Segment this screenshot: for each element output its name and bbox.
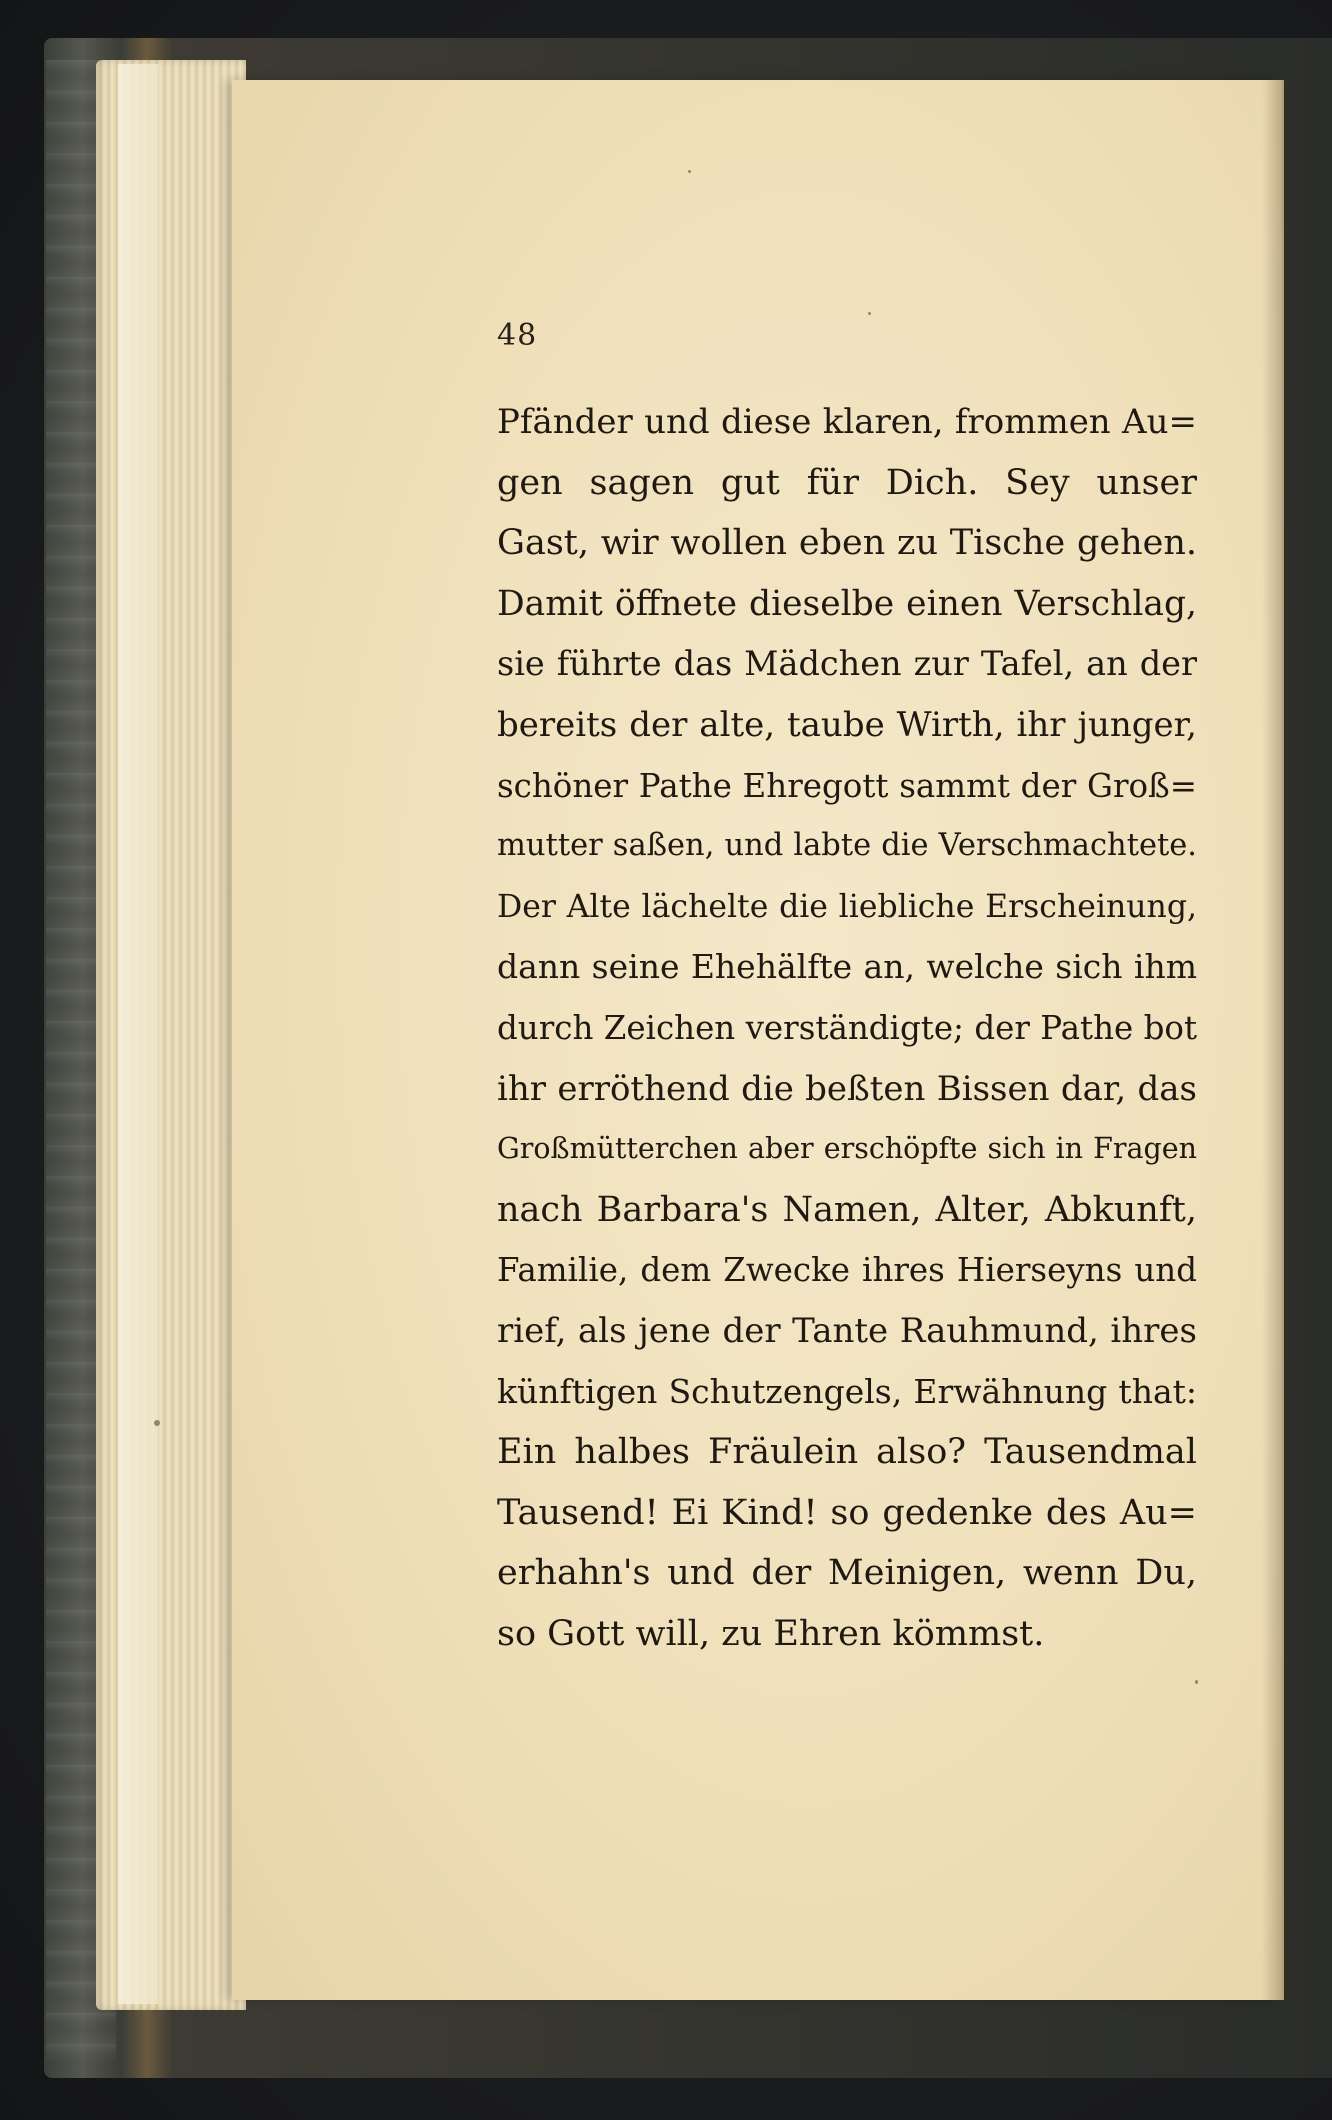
- text-line: schöner Pathe Ehregott sammt der Groß=: [497, 766, 1197, 805]
- text-line: erhahn's und der Meinigen, wenn Du,: [497, 1553, 1197, 1594]
- text-line: mutter saßen, und labte die Verschmachtete.: [497, 828, 1197, 864]
- text-line: sie führte das Mädchen zur Tafel, an der: [497, 644, 1197, 684]
- page-edge-speck: [154, 1420, 160, 1426]
- text-line: Ein halbes Fräulein also? Tausendmal: [497, 1432, 1197, 1473]
- text-line: durch Zeichen verständigte; der Pathe bot: [497, 1008, 1198, 1047]
- text-line: bereits der alte, taube Wirth, ihr junger,: [497, 704, 1197, 745]
- text-line: ihr erröthend die beßten Bissen dar, das: [497, 1068, 1197, 1109]
- text-line: rief, als jene der Tante Rauhmund, ihres: [497, 1310, 1197, 1351]
- text-line: Tausend! Ei Kind! so gedenke des Au=: [497, 1492, 1197, 1533]
- page-edges-highlight: [118, 64, 158, 2004]
- text-line: künftigen Schutzengels, Erwähnung that:: [497, 1371, 1197, 1411]
- text-line: nach Barbara's Namen, Alter, Abkunft,: [497, 1189, 1197, 1230]
- text-line: Damit öffnete dieselbe einen Verschlag,: [497, 583, 1197, 624]
- paper-speck: [868, 312, 871, 315]
- page-text: [497, 392, 1197, 1664]
- paper-speck: [1195, 1680, 1198, 1684]
- text-line: Pfänder und diese klaren, frommen Au=: [497, 402, 1197, 442]
- text-line: Der Alte lächelte die liebliche Erscheinung,: [497, 888, 1197, 925]
- text-line: Gast, wir wollen eben zu Tische gehen.: [497, 523, 1197, 564]
- page-gutter-shadow: [1262, 80, 1288, 2000]
- text-line: Großmütterchen aber erschöpfte sich in Fragen: [497, 1132, 1197, 1166]
- text-line: dann seine Ehehälfte an, welche sich ihm: [497, 947, 1197, 987]
- text-line: so Gott will, zu Ehren kömmst.: [497, 1613, 1045, 1654]
- text-line: gen sagen gut für Dich. Sey unser: [497, 462, 1197, 503]
- text-line: Familie, dem Zwecke ihres Hierseyns und: [497, 1251, 1197, 1290]
- page-number: 48: [497, 318, 538, 353]
- paper-speck: [688, 170, 691, 173]
